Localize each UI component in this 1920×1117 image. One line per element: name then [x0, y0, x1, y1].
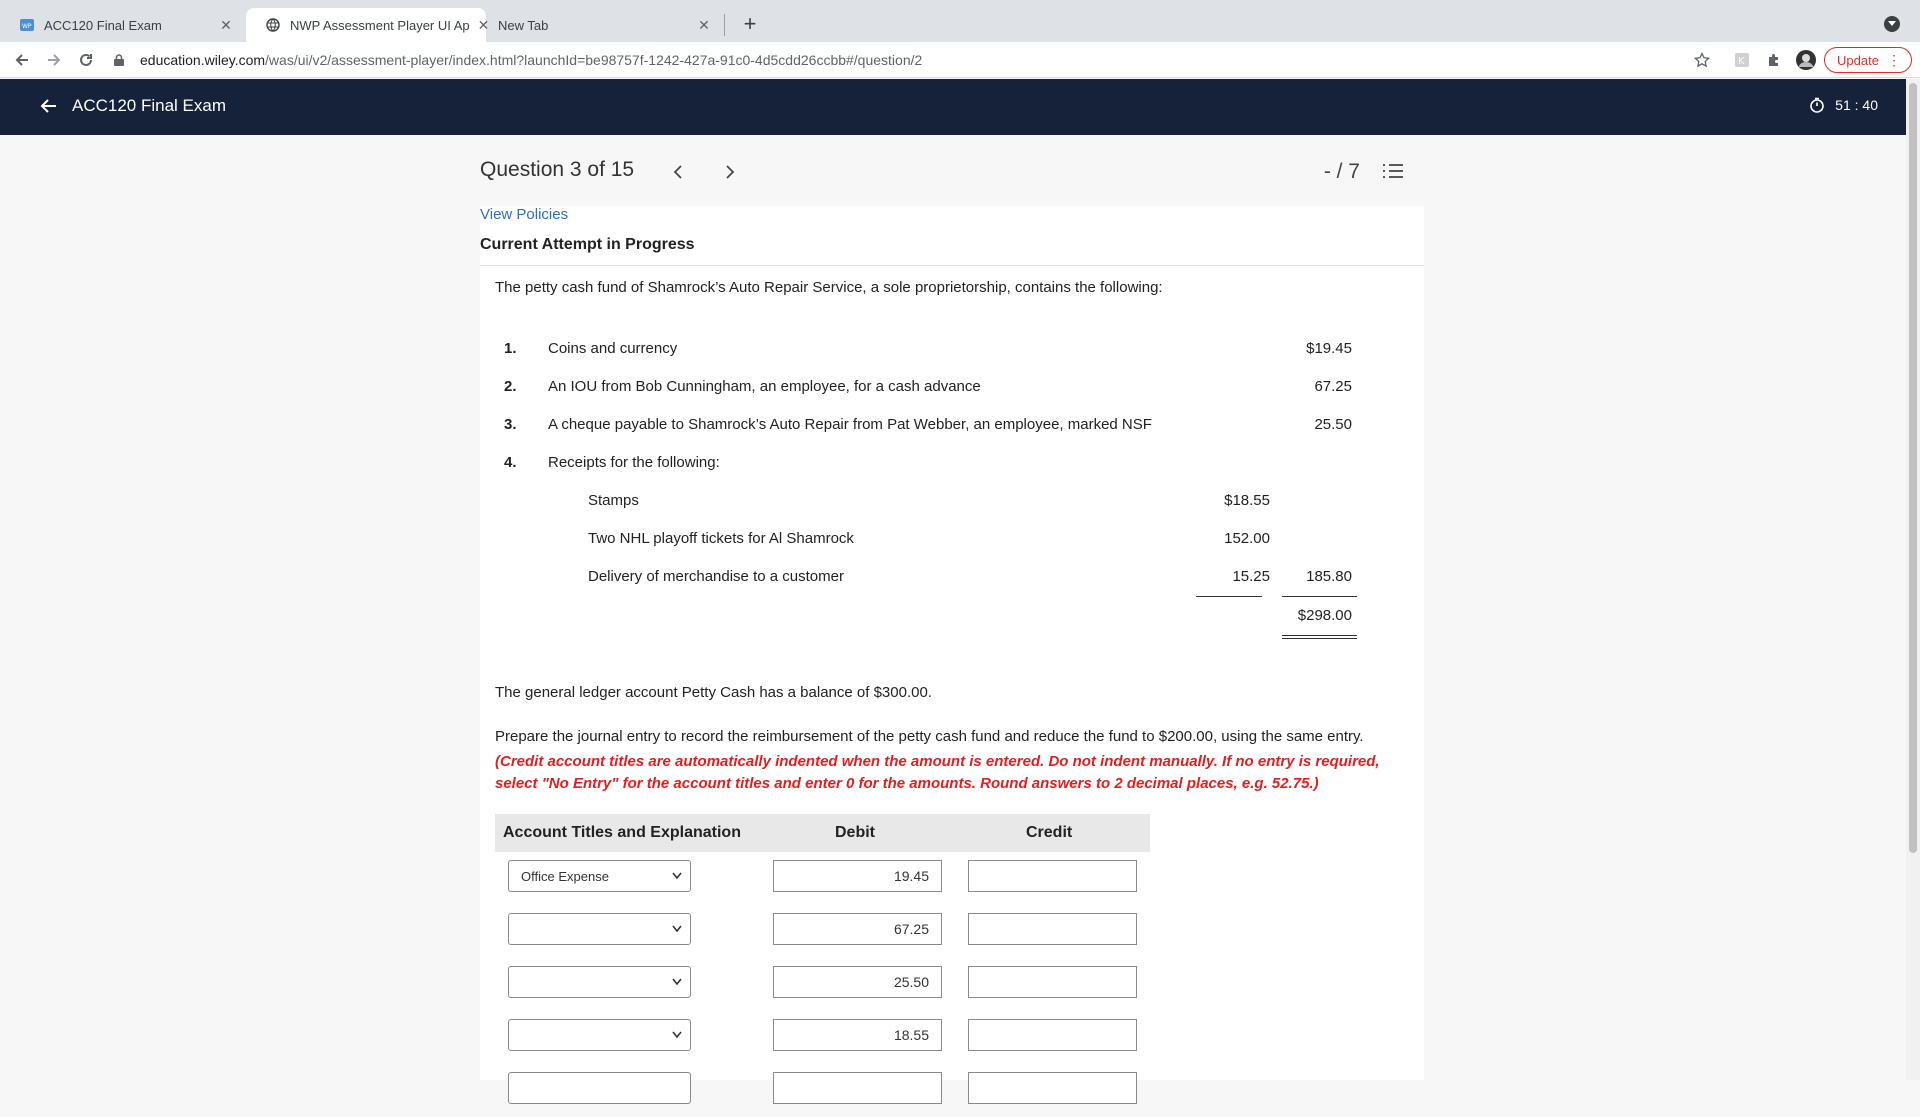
attempt-status: Current Attempt in Progress: [480, 236, 695, 253]
account-select[interactable]: [508, 1072, 691, 1104]
divider: [480, 265, 1424, 266]
item-amount: $19.45: [1306, 340, 1352, 357]
back-arrow-icon[interactable]: [38, 95, 60, 117]
tab-search-icon[interactable]: [1884, 16, 1900, 32]
journal-header: [495, 814, 1150, 852]
new-tab-button[interactable]: +: [743, 11, 757, 36]
item-text: An IOU from Bob Cunningham, an employee, for a cash advance: [548, 378, 981, 395]
receipt-text: Stamps: [588, 492, 639, 509]
question-content: [480, 206, 1424, 1080]
underline: [1282, 596, 1357, 597]
chevron-down-icon: [672, 872, 682, 880]
tab-label: ACC120 Final Exam: [44, 17, 162, 33]
table-row-partial: [495, 1064, 1150, 1117]
stopwatch-icon: [1809, 97, 1825, 113]
list-item: [480, 454, 1424, 478]
debit-input[interactable]: 18.55: [773, 1019, 942, 1051]
balance-text: The general ledger account Petty Cash has a balance of $300.00.: [495, 684, 932, 701]
item-number: 2.: [504, 378, 517, 395]
table-row: [495, 1011, 1150, 1064]
more-vert-icon: ⋮: [1887, 52, 1901, 68]
account-select[interactable]: [508, 1019, 691, 1051]
page-scrollbar[interactable]: [1906, 79, 1920, 1080]
account-select[interactable]: [508, 913, 691, 945]
puzzle-icon[interactable]: [1764, 50, 1784, 70]
question-score: - / 7: [1323, 160, 1360, 183]
globe-icon: [266, 18, 280, 32]
item-number: 1.: [504, 340, 517, 357]
back-arrow-icon[interactable]: [10, 48, 34, 72]
close-icon[interactable]: ✕: [220, 16, 232, 33]
item-text: Receipts for the following:: [548, 454, 720, 471]
item-number: 3.: [504, 416, 517, 433]
tab-label: New Tab: [498, 17, 549, 33]
update-button[interactable]: [1824, 47, 1912, 73]
receipt-item: [480, 492, 1424, 516]
total-row: [480, 607, 1424, 631]
browser-tab-bar: [0, 0, 1920, 42]
browser-tab-acc120[interactable]: [0, 8, 246, 42]
extension-icon[interactable]: [1732, 50, 1752, 70]
account-select[interactable]: [508, 966, 691, 998]
question-intro: The petty cash fund of Shamrock’s Auto Repair Service, a sole proprietorship, contains the following:: [495, 279, 1163, 296]
forward-arrow-icon[interactable]: [42, 48, 66, 72]
chevron-down-icon: [672, 978, 682, 986]
item-text: Coins and currency: [548, 340, 678, 357]
chevron-down-icon: [672, 925, 682, 933]
receipt-item: [480, 568, 1424, 592]
tab-separator: [724, 14, 725, 36]
item-amount: 25.50: [1314, 416, 1352, 433]
chevron-down-icon: [672, 1031, 682, 1039]
receipts-subtotal: 185.80: [1306, 568, 1352, 585]
exam-title: ACC120 Final Exam: [72, 96, 227, 115]
lock-icon[interactable]: [114, 54, 132, 66]
tab-label: NWP Assessment Player UI Ap: [290, 17, 470, 33]
underline: [1196, 596, 1262, 597]
url-path: /was/ui/v2/assessment-player/index.html?launchId=be98757f-1242-427a-91c0-4d5cdd26ccbb#/question/2: [265, 52, 923, 68]
previous-question-button[interactable]: [666, 160, 690, 184]
chevron-right-icon: [725, 165, 735, 179]
credit-input[interactable]: [968, 966, 1137, 998]
chevron-left-icon: [673, 165, 683, 179]
url-host: education.wiley.com: [140, 52, 266, 68]
scrollbar-thumb[interactable]: [1909, 83, 1917, 853]
column-header-debit: Debit: [835, 824, 875, 841]
debit-input[interactable]: 19.45: [773, 860, 942, 892]
browser-tab-newtab[interactable]: [486, 8, 724, 42]
question-counter: Question 3 of 15: [480, 158, 635, 181]
table-row: [495, 905, 1150, 958]
address-bar[interactable]: [114, 46, 1694, 74]
instructions-text: (Credit account titles are automatically indented when the amount is entered. Do not indent manually. If no entry is required, select "No Entry" for the account titles and enter 0 for the amounts. Round answers to 2 decimal places, e.g. 52.75.): [495, 753, 1380, 792]
credit-input[interactable]: [968, 1072, 1137, 1104]
close-icon[interactable]: ✕: [477, 16, 490, 33]
exam-timer: [1809, 97, 1878, 113]
question-list-icon[interactable]: [1382, 160, 1406, 184]
receipt-amount: $18.55: [1224, 492, 1270, 509]
app-header: [0, 79, 1906, 135]
update-label: Update: [1837, 52, 1879, 68]
item-text: A cheque payable to Shamrock’s Auto Repair from Pat Webber, an employee, marked NSF: [548, 416, 1152, 433]
debit-input[interactable]: 67.25: [773, 913, 942, 945]
list-item: [480, 340, 1424, 364]
column-header-account: Account Titles and Explanation: [503, 824, 741, 841]
reload-icon[interactable]: [74, 48, 98, 72]
debit-input[interactable]: [773, 1072, 942, 1104]
account-select-value: Office Expense: [521, 868, 609, 884]
view-policies-link[interactable]: View Policies: [480, 206, 569, 223]
receipt-amount: 15.25: [1232, 568, 1270, 585]
double-underline: [1282, 635, 1357, 636]
avatar[interactable]: [1796, 50, 1816, 70]
browser-toolbar: [0, 42, 1920, 78]
wiley-icon: [20, 18, 34, 32]
total-amount: $298.00: [1297, 607, 1352, 624]
table-row: [495, 958, 1150, 1011]
column-header-credit: Credit: [1026, 824, 1073, 841]
bookmark-star-icon[interactable]: [1692, 50, 1712, 70]
list-item: [480, 378, 1424, 402]
credit-input[interactable]: [968, 913, 1137, 945]
item-amount: 67.25: [1314, 378, 1352, 395]
prepare-text: Prepare the journal entry to record the reimbursement of the petty cash fund and reduce the fund to $200.00, using the same entry.: [495, 728, 1364, 745]
close-icon[interactable]: ✕: [698, 16, 710, 33]
debit-input[interactable]: 25.50: [773, 966, 942, 998]
next-question-button[interactable]: [718, 160, 742, 184]
browser-tab-nwp[interactable]: [246, 8, 490, 42]
receipt-amount: 152.00: [1224, 530, 1270, 547]
double-underline: [1282, 638, 1357, 639]
table-row: [495, 852, 1150, 905]
credit-input[interactable]: [968, 1019, 1137, 1051]
timer-value: 51 : 40: [1835, 97, 1878, 113]
journal-entry-table: [495, 814, 1150, 1117]
question-header: [480, 150, 1424, 206]
svg-text:WP: WP: [22, 23, 32, 30]
receipt-item: [480, 530, 1424, 554]
receipt-text: Delivery of merchandise to a customer: [588, 568, 844, 585]
list-item: [480, 416, 1424, 440]
item-number: 4.: [504, 454, 517, 471]
credit-input[interactable]: [968, 860, 1137, 892]
account-select[interactable]: [508, 860, 691, 892]
svg-text:K: K: [1738, 56, 1745, 67]
receipt-text: Two NHL playoff tickets for Al Shamrock: [588, 530, 854, 547]
